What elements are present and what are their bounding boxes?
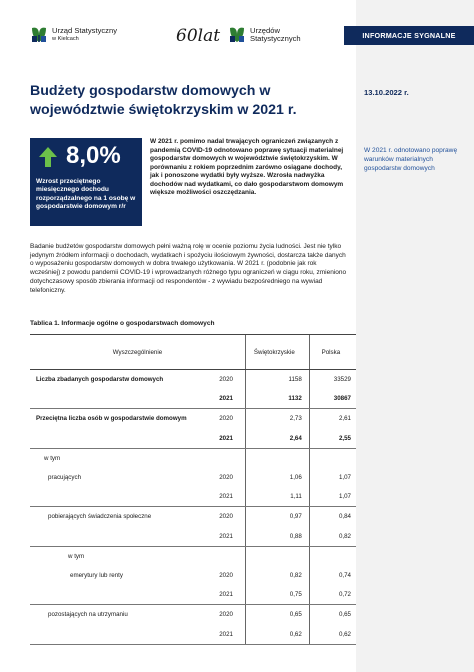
cell-year: 2020 (219, 611, 233, 619)
logo-60-lat: 60lat (176, 26, 221, 46)
cell-s (245, 546, 309, 566)
table-row (30, 429, 356, 449)
cell-p (309, 546, 356, 566)
page-title: Budżety gospodarstw domowych w województwie świętokrzyskim w 2021 r. (30, 83, 297, 118)
cell-s: 0,88 (245, 527, 309, 547)
cell-s: 1,11 (245, 487, 309, 507)
column-header-swietokrzyskie: Świętokrzyskie (245, 335, 309, 370)
table-row (30, 624, 356, 644)
cell-label: pobierających świadczenia społeczne (48, 513, 152, 521)
table-row (30, 370, 356, 390)
cell-p: 30867 (309, 389, 356, 409)
cell-s: 1158 (245, 370, 309, 390)
households-table (30, 334, 356, 645)
cell-s: 0,62 (245, 624, 309, 644)
cell-year: 2020 (219, 571, 233, 579)
cell-p: 0,82 (309, 527, 356, 547)
table-row (30, 409, 356, 429)
cell-p: 0,62 (309, 624, 356, 644)
cell-label (30, 429, 215, 449)
kpi-description: Wzrost przeciętnego miesięcznego dochodu rozporządzalnego na 1 osobę w gospodarstwie domowym r/r (36, 178, 136, 211)
cell-p: 0,72 (309, 585, 356, 605)
side-note: W 2021 r. odnotowano poprawę warunków materialnych gospodarstw domowych (364, 147, 458, 172)
table-row (30, 389, 356, 409)
cell-p (309, 448, 356, 468)
arrow-up-icon (38, 146, 58, 173)
cell-s: 0,75 (245, 585, 309, 605)
cell-year: 2020 (219, 474, 233, 482)
cell-label: Liczba zbadanych gospodarstw domowych (36, 376, 164, 384)
cell-s: 0,82 (245, 566, 309, 585)
cell-year: 2021 (215, 389, 245, 409)
cell-year: 2021 (215, 487, 245, 507)
publication-date: 13.10.2022 r. (364, 88, 409, 97)
cell-year: 2021 (215, 624, 245, 644)
cell-label: Przeciętna liczba osób w gospodarstwie domowym (36, 415, 187, 423)
cell-p: 0,84 (309, 507, 356, 527)
cell-s: 0,65 (245, 605, 309, 625)
right-sidebar (356, 0, 474, 672)
cell-year: 2020 (219, 513, 233, 521)
cell-label (30, 624, 215, 644)
lead-paragraph: W 2021 r. pomimo nadal trwających ograniczeń związanych z pandemią COVID-19 odnotowano poprawę sytuacji materialnej gospodarstw domowych w województwie świętokrzyskim. W porównaniu z rokiem poprzednim zarówno osiągane dochody, jak i ponoszone wydatki były wyższe. Wzrosła nadwyżka dochodów nad wydatkami, co dało gospodarstwom domowym większe możliwości oszczędzania. (150, 138, 344, 196)
cell-year (215, 448, 245, 468)
cell-label (30, 527, 215, 547)
table-row (30, 468, 356, 487)
table-row (30, 487, 356, 507)
cell-label: emerytury lub renty (70, 571, 123, 579)
cell-s: 2,73 (245, 409, 309, 429)
logo1-subtitle: w Kielcach (52, 36, 79, 42)
cell-s (245, 448, 309, 468)
kpi-box (30, 138, 142, 226)
table-row (30, 605, 356, 625)
logo-urzedow-statystycznych[interactable] (228, 26, 301, 44)
cell-s: 1,06 (245, 468, 309, 487)
table-row (30, 448, 356, 468)
cell-p: 1,07 (309, 487, 356, 507)
table-row (30, 566, 356, 585)
logo-us-kielce[interactable] (30, 26, 117, 44)
table-row (30, 585, 356, 605)
cell-s: 0,97 (245, 507, 309, 527)
cell-p: 2,61 (309, 409, 356, 429)
cell-p: 0,65 (309, 605, 356, 625)
logo2-line2: Statystycznych (250, 34, 301, 43)
body-paragraph: Badanie budżetów gospodarstw domowych pełni ważną rolę w ocenie poziomu życia ludności. Jest nie tylko jedynym źródłem informacji o dochodach, wydatkach i spożyciu ilościowym żywności, dostarcza także danych o wyposażeniu gospodarstw domowych w dobra trwałego użytkowania. W 2021 r. (podobnie jak rok wcześniej) z powodu pandemii COVID-19 i wprowadzanych różnego typu ograniczeń w ciągu roku, zmieniono dotychczasowy sposób zbierania informacji od respondentów - z wywiadu bezpośredniego na wywiad telefoniczny. (30, 243, 347, 294)
cell-p: 2,55 (309, 429, 356, 449)
cell-year (215, 546, 245, 566)
column-header-wyszczegolnienie: Wyszczególnienie (30, 335, 245, 370)
cell-year: 2021 (215, 527, 245, 547)
cell-year: 2020 (219, 376, 233, 384)
cell-s: 2,64 (245, 429, 309, 449)
cell-label: pozostających na utrzymaniu (48, 611, 128, 619)
logo-emblem-icon (228, 26, 246, 44)
table-row (30, 527, 356, 547)
cell-p: 33529 (309, 370, 356, 390)
kpi-value: 8,0% (66, 142, 121, 169)
cell-label: w tym (68, 552, 85, 560)
cell-year: 2021 (215, 429, 245, 449)
table-row (30, 546, 356, 566)
logo-emblem-icon (30, 26, 48, 44)
cell-label (30, 585, 215, 605)
section-tag: INFORMACJE SYGNALNE (344, 26, 474, 45)
cell-p: 0,74 (309, 566, 356, 585)
cell-label (30, 389, 215, 409)
cell-label: w tym (44, 454, 61, 462)
cell-p: 1,07 (309, 468, 356, 487)
logo2-line1: Urzędów (250, 25, 280, 35)
cell-year: 2020 (219, 415, 233, 423)
column-header-polska: Polska (309, 335, 356, 370)
logo1-title: Urząd Statystyczny (52, 25, 117, 35)
cell-s: 1132 (245, 389, 309, 409)
table-row (30, 507, 356, 527)
table-caption: Tablica 1. Informacje ogólne o gospodarstwach domowych (30, 320, 215, 327)
cell-year: 2021 (215, 585, 245, 605)
cell-label (30, 487, 215, 507)
cell-label: pracujących (48, 474, 82, 482)
